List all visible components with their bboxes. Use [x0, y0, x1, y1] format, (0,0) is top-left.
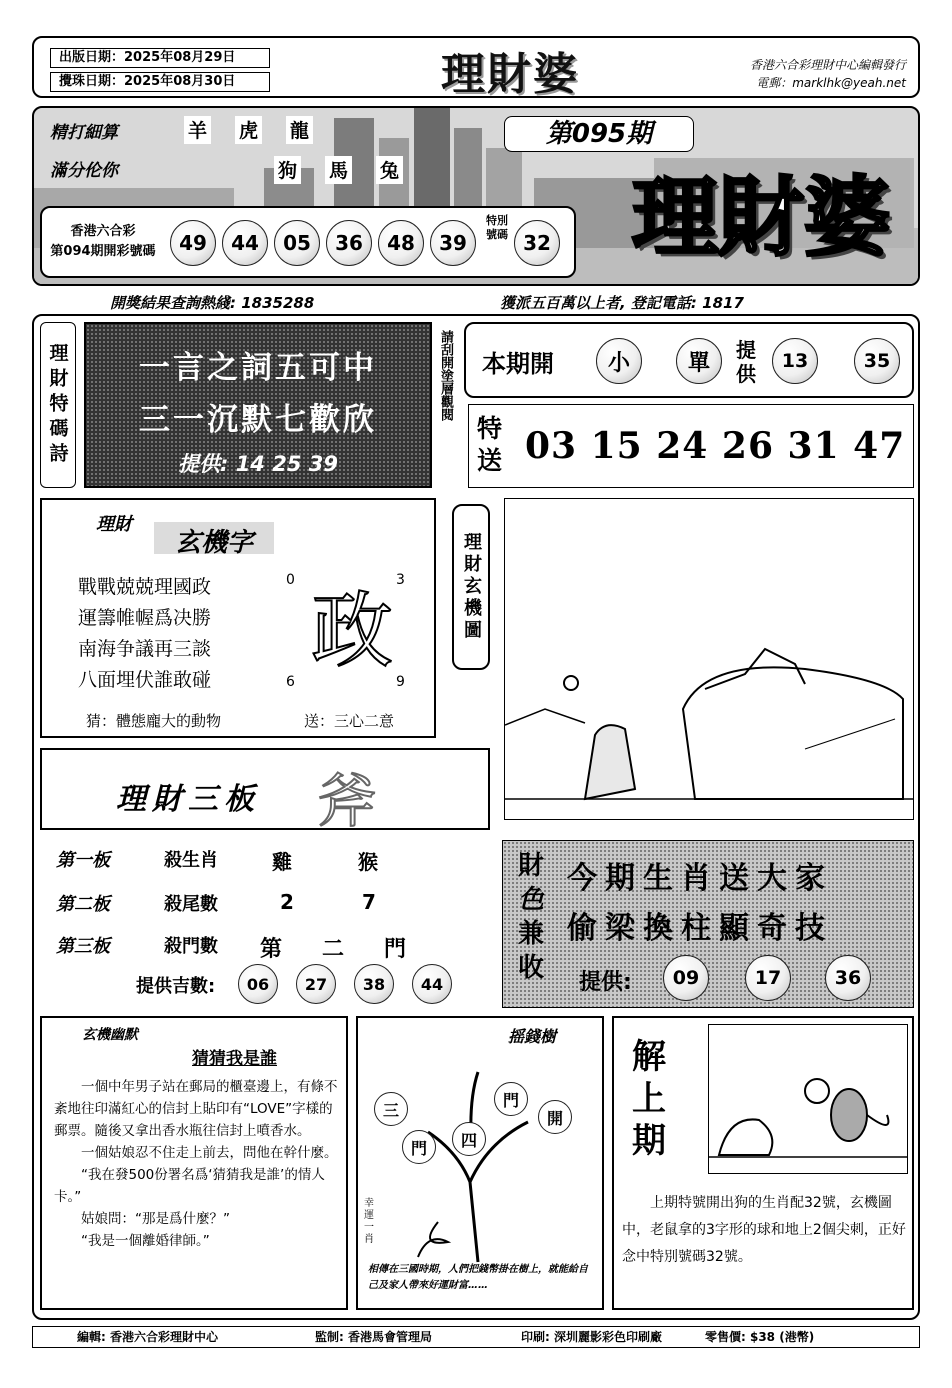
- issue-number: 第095期: [504, 116, 694, 152]
- zodiac-1: 羊: [184, 116, 211, 144]
- result-ball-6: 39: [430, 220, 476, 266]
- footer-supervisor: 監制: 香港馬會管理局: [315, 1330, 432, 1344]
- axe-row-1: [40, 846, 490, 876]
- lucky-ball-4: 44: [412, 964, 452, 1004]
- wealth-ball-2: 17: [745, 955, 791, 1001]
- result-ball-3: 05: [274, 220, 320, 266]
- three-axes-rows: [40, 838, 490, 998]
- special-ball: 32: [514, 220, 560, 266]
- solution-text: 上期特號開出狗的生肖配32號，玄機圖中，老鼠拿的3字形的球和地上2個尖刺，正好念中特別號碼32號。: [622, 1195, 906, 1265]
- axe-row-3-label: 第三板: [56, 936, 110, 957]
- results-label: [48, 222, 158, 262]
- zodiac-4: 狗: [274, 156, 301, 184]
- wealth-ball-1: 09: [663, 955, 709, 1001]
- draw-label: 攪珠日期：: [59, 74, 125, 89]
- last-results: [40, 206, 576, 278]
- zodiac-row2: [274, 156, 474, 184]
- pick-small: 小: [596, 338, 642, 384]
- mystery-line-4: 八面埋伏誰敢碰: [78, 669, 212, 691]
- rat-illustration: [709, 1025, 907, 1173]
- hotline-query: 開獎結果查詢熱綫: 1835288: [110, 294, 315, 312]
- result-ball-1: 49: [170, 220, 216, 266]
- corner-tr: 3: [396, 572, 405, 588]
- humor-p2: 一個姑娘忍不住走上前去，問他在幹什麼。: [81, 1145, 338, 1161]
- humor-body: [54, 1076, 338, 1252]
- humor-title: 猜猜我是誰: [192, 1049, 277, 1069]
- pick-odd: 單: [676, 338, 722, 384]
- wealth-side-1: 財: [517, 851, 544, 881]
- zodiac-2: 虎: [235, 116, 262, 144]
- tree-fruit-4: 門: [402, 1130, 436, 1164]
- zodiac-row1: [184, 116, 384, 144]
- wealth-line-1: 今期生肖送大家: [567, 861, 833, 896]
- hotline-register: 獲派五百萬以上者, 登記電話: 1817: [500, 294, 744, 312]
- corner-tl: 0: [286, 572, 295, 588]
- lucky-ball-1: 06: [238, 964, 278, 1004]
- special-label: 特別號碼: [486, 214, 508, 241]
- snake-label: 幸運一肖: [364, 1198, 374, 1245]
- mystery-title-small: 理財: [96, 514, 132, 535]
- three-axes-title: 理財三板: [116, 782, 260, 817]
- mystery-line-1: 戰戰兢兢理國政: [78, 576, 212, 598]
- poem-line-2: 三一沉默七歡欣: [139, 402, 377, 438]
- publish-date: [50, 48, 270, 68]
- gift-numbers: 03 15 24 26 31 47: [525, 425, 906, 467]
- result-ball-5: 48: [378, 220, 424, 266]
- footer-editor: 編輯: 香港六合彩理財中心: [77, 1330, 218, 1344]
- mystery-pic-label: [452, 504, 490, 670]
- mystery-line-3: 南海争議再三談: [78, 638, 212, 660]
- publish-value: 2025年08月29日: [124, 50, 236, 65]
- banner-tag2: 滿分伦你: [50, 161, 118, 181]
- lucky-label: 提供吉數:: [136, 976, 216, 997]
- poem-side-text: 理財特碼詩: [46, 342, 69, 468]
- axe-row-2-v1: 2: [280, 890, 294, 914]
- mystery-line-2: 運籌帷幄爲决勝: [78, 607, 212, 629]
- scratch-note: [436, 330, 460, 480]
- axe-row-3-kind: 殺門數: [164, 936, 218, 957]
- mystery-poem: [78, 572, 288, 696]
- humor-p4: 姑娘問：“那是爲什麼？”: [81, 1211, 230, 1227]
- footer-printer: 印刷: 深圳麗影彩色印刷廠: [521, 1330, 662, 1344]
- axe-row-1-v1: 雞: [272, 850, 292, 874]
- provide-label: 提供: [736, 338, 756, 386]
- humor-p5: “我是一個離婚律師。”: [81, 1233, 210, 1249]
- tree-fruit-3: 開: [538, 1100, 572, 1134]
- mystery-illustration: [505, 499, 913, 819]
- footer-price: 零售價: $38 (港幣): [705, 1330, 815, 1344]
- provide-ball-2: 35: [854, 338, 900, 384]
- publisher-info: [676, 56, 906, 96]
- mystery-gift: 送：三心二意: [304, 712, 395, 730]
- corner-br: 9: [396, 674, 405, 690]
- wealth-side-3: 兼收: [517, 919, 544, 983]
- lucky-ball-2: 27: [296, 964, 336, 1004]
- axe-row-3-v1: 第: [260, 937, 283, 962]
- result-ball-2: 44: [222, 220, 268, 266]
- results-label-1: 香港六合彩: [70, 224, 136, 239]
- lucky-ball-3: 38: [354, 964, 394, 1004]
- solution-box: [612, 1016, 914, 1310]
- axe-row-3: [40, 932, 490, 962]
- header-logo: 理財婆: [441, 49, 579, 100]
- big-logo: 理財婆: [632, 167, 890, 268]
- axe-row-1-label: 第一板: [56, 850, 110, 871]
- zodiac-5: 馬: [325, 156, 352, 184]
- wealth-side: [511, 849, 551, 985]
- footer: [32, 1326, 920, 1348]
- scratch-note-text: 請刮開塗層觀閱: [438, 330, 453, 421]
- three-axes-top: [40, 748, 490, 835]
- zodiac-3: 龍: [286, 116, 313, 144]
- banner-tag1: 精打細算: [50, 123, 118, 143]
- tree-fruit-2: 門: [494, 1082, 528, 1116]
- gift-box: [468, 404, 914, 488]
- solution-title: 解上期: [632, 1037, 666, 1161]
- mystery-char-box: [304, 582, 400, 682]
- humor-box: [40, 1016, 348, 1310]
- this-issue-label: 本期開: [482, 350, 554, 378]
- axe-row-3-v2: 二: [322, 937, 345, 962]
- draw-value: 2025年08月30日: [124, 74, 236, 89]
- wealth-ball-3: 36: [825, 955, 871, 1001]
- axe-row-2-label: 第二板: [56, 894, 110, 915]
- corner-bl: 6: [286, 674, 295, 690]
- tree-title: 摇錢樹: [508, 1027, 557, 1046]
- this-issue-box: [464, 322, 914, 398]
- poem-line-1: 一言之詞五可中: [139, 350, 377, 386]
- mystery-picture: [504, 498, 914, 820]
- publish-label: 出版日期：: [59, 50, 125, 65]
- axe-char: 斧: [318, 767, 377, 835]
- provide-ball-1: 13: [772, 338, 818, 384]
- humor-p3: “我在發500份署名爲‘猜猜我是誰’的情人卡。”: [54, 1167, 325, 1205]
- poem-side-label: [40, 322, 76, 488]
- mystery-pic-label-text: 理財玄機圖: [461, 532, 482, 642]
- tree-fruit-5: 四: [452, 1122, 486, 1156]
- axe-row-1-kind: 殺生肖: [164, 850, 218, 871]
- results-label-2: 第094期開彩號碼: [50, 244, 156, 259]
- poem-box: [84, 322, 432, 488]
- axe-row-1-v2: 猴: [358, 850, 378, 874]
- humor-p1: 一個中年男子站在郵局的櫃臺邊上，有條不紊地往印滿紅心的信封上貼印有“LOVE”字樣的郵票。隨後又拿出香水瓶往信封上噴香水。: [54, 1079, 338, 1139]
- tree-box: [356, 1016, 604, 1310]
- axe-row-2-kind: 殺尾數: [164, 894, 218, 915]
- tree-fruit-1: 三: [374, 1092, 408, 1126]
- poem-provide: 提供: 14 25 39: [177, 452, 338, 476]
- gift-label: 特送: [477, 414, 503, 475]
- publisher-email: 電郵：marklhk@yeah.net: [756, 76, 906, 90]
- mystery-title: 玄機字: [154, 522, 274, 554]
- wealth-side-2: 色: [517, 885, 544, 915]
- result-ball-4: 36: [326, 220, 372, 266]
- wealth-box: [502, 840, 914, 1008]
- tree-caption: 相傳在三國時期，人們把錢幣掛在樹上，就能給自己及家人帶來好運財富……: [368, 1264, 588, 1291]
- mystery-char: 政: [310, 584, 393, 679]
- axe-row-3-v3: 門: [384, 937, 407, 962]
- wealth-provide: 提供:: [579, 970, 632, 995]
- mystery-guess: 猜：體態龐大的動物: [86, 712, 222, 730]
- zodiac-6: 兔: [376, 156, 403, 184]
- mystery-word-box: [40, 498, 436, 738]
- tree-illustration: [358, 1042, 602, 1272]
- axe-row-2: [40, 890, 490, 920]
- publisher-name: 香港六合彩理財中心編輯發行: [749, 58, 906, 72]
- axe-row-2-v2: 7: [362, 890, 376, 914]
- draw-date: [50, 72, 270, 92]
- solution-picture: [708, 1024, 908, 1174]
- wealth-line-2: 偷梁換柱顯奇技: [567, 911, 833, 946]
- humor-tag: 玄機幽默: [82, 1027, 138, 1043]
